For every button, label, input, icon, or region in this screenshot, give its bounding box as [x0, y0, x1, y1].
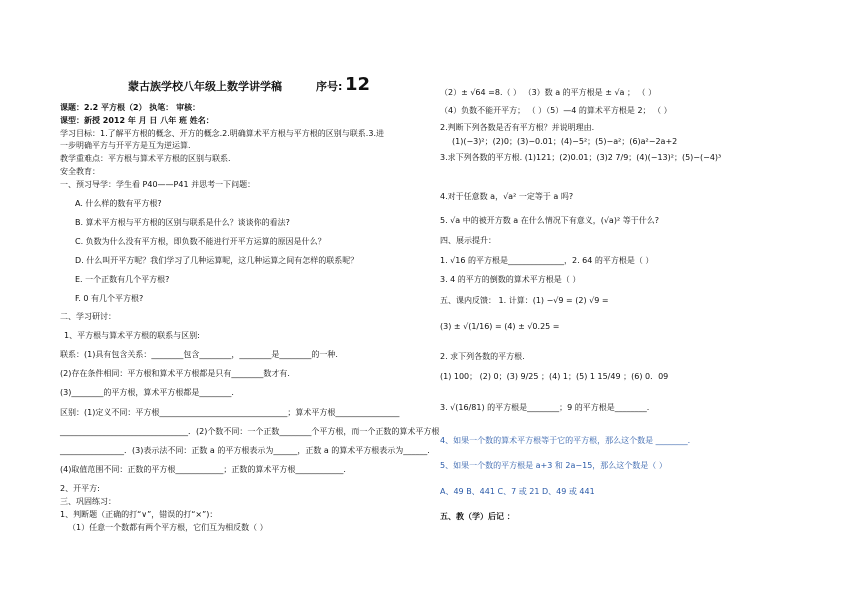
exercise-3: 3.求下列各数的平方根. (1)121；(2)0.01；(3)2 7/9；(4)(−13)²；(5)−(−4)³ — [440, 153, 722, 162]
true-false-heading: 1、判断题（正确的打“∨”，错误的打“×”)： — [60, 510, 218, 519]
feedback-2-heading: 2. 求下列各数的平方根. — [440, 352, 525, 361]
safety-education: 安全教育： — [60, 167, 100, 176]
feedback-calc-1: 五、课内反馈： 1. 计算：(1) −√9 = (2) √9 = — [440, 296, 609, 305]
relation-3: (3)________的平方根，算术平方根都是________. — [60, 388, 234, 397]
section-preview: 一、预习导学：学生看 P40——P41 并思考一下问题： — [60, 180, 256, 189]
relation-1: 联系：(1)具有包含关系：________包含________，________是________的一种. — [60, 350, 338, 359]
page-title: 蒙古族学校八年级上数学讲学稿 — [128, 80, 282, 93]
serial-number: 12 — [345, 74, 371, 95]
difference-4: (4)取值范围不同：正数的平方根____________；正数的算术平方根____________. — [60, 465, 346, 474]
difference-1: 区别：(1)定义不同：平方根________________________________；算术平方根________________ — [60, 408, 400, 417]
section-showcase: 四、展示提升： — [440, 236, 496, 245]
question-a: A. 什么样的数有平方根? — [75, 199, 162, 208]
difference-2: ________________________________．(2)个数不同：一个正数________个平方根，而一个正数的算术平方根 — [60, 427, 440, 436]
square-root-operation: 2、开平方: — [60, 484, 100, 493]
feedback-5: 5、如果一个数的平方根是 a+3 和 2a−15，那么这个数是（ ） — [440, 461, 667, 470]
showcase-3: 3. 4 的平方的倒数的算术平方根是（ ） — [440, 275, 581, 284]
exercise-5: 5. √a 中的被开方数 a 在什么情况下有意义，(√a)² 等于什么? — [440, 216, 659, 225]
question-c: C. 负数为什么没有平方根，即负数不能进行开平方运算的原因是什么？ — [75, 237, 326, 246]
section-study: 二、学习研讨： — [60, 312, 116, 321]
section-practice: 三、巩固练习： — [60, 497, 116, 506]
true-false-1: （1）任意一个数都有两个平方根，它们互为相反数（ ） — [68, 523, 268, 532]
objectives-line-2: 一步明确平方与开平方是互为逆运算. — [60, 141, 191, 150]
question-b: B. 算术平方根与平方根的区别与联系是什么？谈谈你的看法? — [75, 218, 290, 227]
exercise-2-heading: 2.判断下列各数是否有平方根？并说明理由. — [440, 123, 595, 132]
question-d: D. 什么叫开平方呢？我们学习了几种运算呢，这几种运算之间有怎样的联系呢？ — [75, 256, 359, 265]
feedback-4: 4、如果一个数的算术平方根等于它的平方根，那么这个数是 ________. — [440, 436, 691, 445]
exercise-4: 4.对于任意数 a，√a² 一定等于 a 吗? — [440, 192, 574, 201]
feedback-2-items: (1) 100； (2) 0；(3) 9/25 ；(4) 1；(5) 1 15/49 ；(6) 0．09 — [440, 372, 669, 381]
lesson-type-line: 课型：新授 2012 年 月 日 八年 班 姓名： — [60, 116, 214, 125]
afterword: 五、教（学）后记 ： — [440, 512, 515, 521]
feedback-calc-2: (3) ± √(1/16) = (4) ± √0.25 = — [440, 322, 560, 331]
feedback-5-options: A、49 B、441 C、7 或 21 D、49 或 441 — [440, 487, 595, 496]
question-e: E. 一个正数有几个平方根? — [75, 275, 170, 284]
relation-heading: 1、平方根与算术平方根的联系与区别: — [64, 331, 200, 340]
key-points: 教学重难点：平方根与算术平方根的区别与联系. — [60, 154, 231, 163]
relation-2: (2)存在条件相同：平方根和算术平方根都是只有________数才有. — [60, 369, 290, 378]
showcase-1-2: 1. √16 的平方根是______________，2. 64 的平方根是（ ） — [440, 256, 654, 265]
difference-3: ________________．(3)表示法不同：正数 a 的平方根表示为______，正数 a 的算术平方根表示为______. — [60, 446, 430, 455]
exercise-2-items: (1)(−3)²；(2)0；(3)−0.01；(4)−5²；(5)−a²；(6)a²−2a+2 — [452, 137, 678, 146]
feedback-3: 3. √(16/81) 的平方根是________；9 的平方根是________. — [440, 403, 650, 412]
true-false-2-3: （2）± √64 =8.（ ） （3）数 a 的平方根是 ± √a ； （ ） — [440, 88, 657, 97]
objectives-line-1: 学习目标：1.了解平方根的概念、开方的概念.2.明确算术平方根与平方根的区别与联系.3.进 — [60, 129, 384, 138]
question-f: F. 0 有几个平方根? — [75, 294, 144, 303]
topic-line: 课题：2.2 平方根（2） 执笔： 审核： — [60, 103, 201, 112]
serial-label: 序号: — [316, 80, 343, 93]
true-false-4-5: （4）负数不能开平方； （ ）（5）—4 的算术平方根是 2； （ ） — [440, 106, 672, 115]
